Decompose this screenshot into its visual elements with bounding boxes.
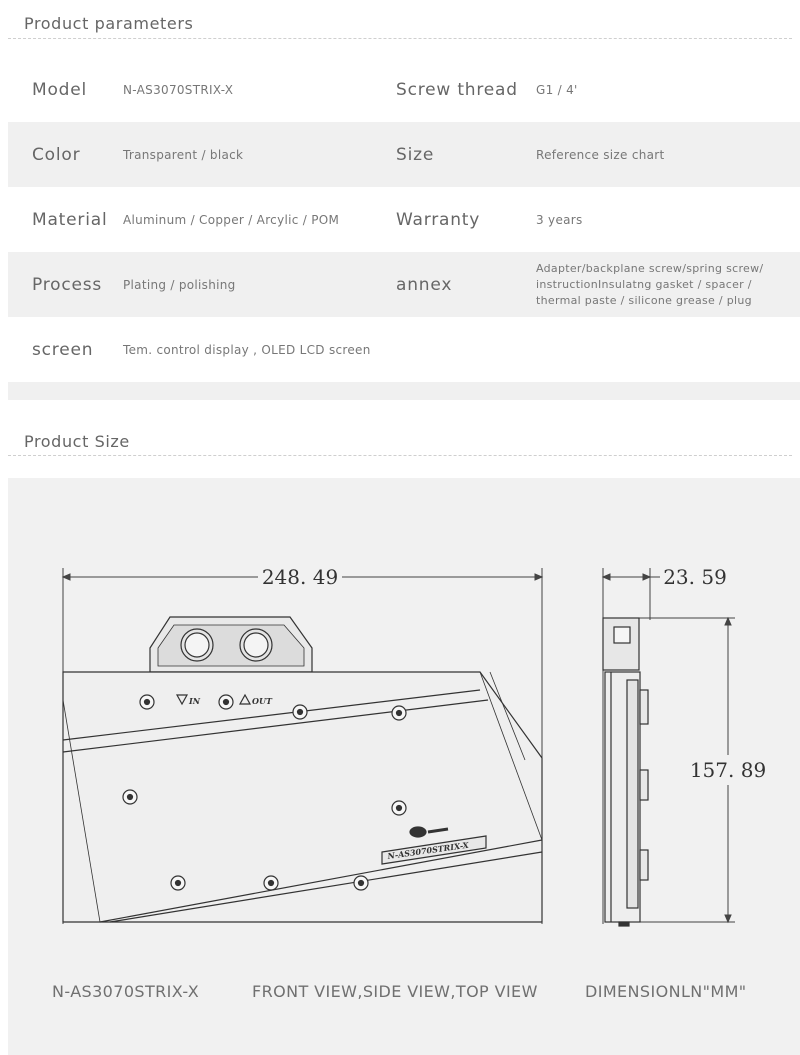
port-in-label: IN — [189, 696, 201, 706]
param-label-material: Material — [32, 209, 108, 230]
size-title: Product Size — [24, 432, 130, 451]
param-value-model: N-AS3070STRIX-X — [123, 82, 234, 97]
port-out-label: OUT — [252, 696, 272, 706]
front-view — [63, 617, 542, 922]
param-value-annex: Adapter/backplane screw/spring screw/ instructionInsulatng gasket / spacer / thermal paste / silicone grease / plug — [536, 261, 764, 307]
param-label-model: Model — [32, 79, 88, 100]
width-dim-label: 248. 49 — [261, 565, 339, 589]
param-value-size: Reference size chart — [536, 147, 665, 162]
param-value-screw-thread: G1 / 4' — [536, 82, 578, 97]
footer-views: FRONT VIEW,SIDE VIEW,TOP VIEW — [252, 982, 538, 1001]
side-view — [603, 618, 648, 926]
params-title: Product parameters — [24, 14, 194, 33]
param-value-color: Transparent / black — [123, 147, 244, 162]
param-label-annex: annex — [396, 274, 453, 295]
height-dim-label: 157. 89 — [689, 758, 767, 782]
param-label-screen: screen — [32, 339, 94, 360]
param-value-screen: Tem. control display , OLED LCD screen — [123, 342, 371, 357]
param-label-screw-thread: Screw thread — [396, 79, 518, 100]
param-label-warranty: Warranty — [396, 209, 481, 230]
logo-icon — [410, 827, 426, 837]
nameplate-label: N-AS3070STRIX-X — [386, 839, 470, 861]
footer-units: DIMENSIONLN"MM" — [585, 982, 747, 1001]
param-value-process: Plating / polishing — [123, 277, 236, 292]
param-label-size: Size — [396, 144, 435, 165]
depth-dim-label: 23. 59 — [663, 565, 727, 589]
param-label-color: Color — [32, 144, 81, 165]
param-value-warranty: 3 years — [536, 212, 583, 227]
param-label-process: Process — [32, 274, 103, 295]
param-value-material: Aluminum / Copper / Arcylic / POM — [123, 212, 340, 227]
footer-model: N-AS3070STRIX-X — [52, 982, 200, 1001]
